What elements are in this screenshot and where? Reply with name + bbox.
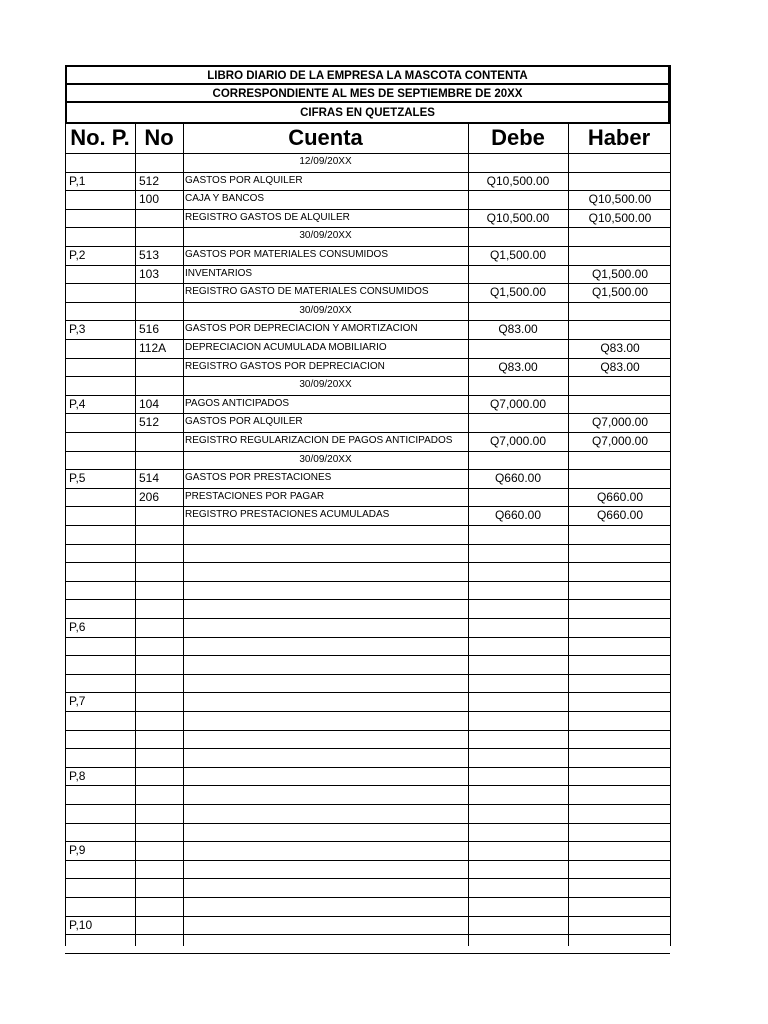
debit-amount: Q83.00 — [498, 359, 538, 374]
grid-row-line — [65, 860, 670, 861]
debit-amount: Q1,500.00 — [489, 285, 547, 300]
partida-number: P,8 — [69, 768, 86, 783]
account-number: 513 — [139, 248, 160, 262]
partida-number: P,9 — [69, 843, 86, 858]
account-name: REGISTRO PRESTACIONES ACUMULADAS — [185, 509, 390, 521]
partida-number: P,7 — [69, 694, 86, 709]
debit-amount: Q83.00 — [498, 322, 538, 337]
credit-amount: Q83.00 — [600, 359, 640, 374]
account-name: INVENTARIOS — [185, 267, 253, 279]
account-number: 100 — [139, 192, 160, 207]
grid-row-line — [65, 748, 670, 749]
grid-row-line — [65, 674, 670, 675]
partida-number: P,3 — [69, 322, 86, 337]
grid-column-line — [183, 122, 184, 946]
column-header-haber: Haber — [587, 125, 651, 150]
credit-amount — [570, 246, 670, 264]
grid-row-line — [65, 544, 670, 545]
grid-row-line — [65, 804, 670, 805]
account-number: 103 — [139, 266, 160, 281]
grid-row-line — [65, 711, 670, 712]
grid-row-line — [65, 767, 670, 768]
grid-row-line — [65, 637, 670, 638]
partida-number: P,10 — [69, 917, 93, 932]
account-number: 514 — [139, 471, 160, 486]
account-name: DEPRECIACION ACUMULADA MOBILIARIO — [185, 342, 387, 353]
account-name: GASTOS POR ALQUILER — [185, 416, 303, 428]
debit-amount: Q7,000.00 — [489, 434, 547, 448]
debit-amount: Q7,000.00 — [489, 396, 547, 411]
credit-amount: Q83.00 — [600, 341, 640, 355]
debit-amount — [468, 265, 568, 283]
entry-date: 30/09/20XX — [299, 453, 352, 465]
header-border-line — [65, 65, 66, 122]
debit-amount: Q660.00 — [494, 471, 542, 486]
grid-row-line — [65, 934, 670, 935]
journal-subtitle: CORRESPONDIENTE AL MES DE SEPTIEMBRE DE 20XX — [65, 83, 670, 102]
account-number — [137, 506, 183, 524]
account-name: GASTOS POR PRESTACIONES — [185, 472, 332, 484]
entry-date: 12/09/20XX — [299, 156, 352, 167]
grid-row-line — [65, 599, 670, 600]
account-name: PRESTACIONES POR PAGAR — [185, 490, 325, 502]
partida-number: P,2 — [69, 248, 86, 262]
credit-amount: Q10,500.00 — [588, 192, 652, 207]
credit-amount — [570, 172, 670, 190]
account-name: GASTOS POR MATERIALES CONSUMIDOS — [185, 249, 388, 260]
account-number: 112A — [139, 341, 167, 355]
account-name: REGISTRO REGULARIZACION DE PAGOS ANTICIPADOS — [185, 435, 453, 446]
credit-amount: Q7,000.00 — [591, 415, 649, 430]
journal-title: LIBRO DIARIO DE LA EMPRESA LA MASCOTA CONTENTA — [65, 65, 670, 84]
credit-amount: Q1,500.00 — [591, 285, 649, 300]
credit-amount — [570, 469, 670, 487]
grid-column-line — [568, 122, 569, 946]
grid-row-line — [65, 841, 670, 842]
grid-row-line — [65, 878, 670, 879]
account-number — [137, 283, 183, 301]
debit-amount — [468, 413, 568, 431]
account-name: GASTOS POR ALQUILER — [185, 174, 303, 186]
debit-amount — [468, 488, 568, 506]
account-number — [137, 209, 183, 227]
column-header-cuenta: Cuenta — [288, 125, 363, 150]
account-number — [137, 358, 183, 376]
partida-number: P,4 — [69, 396, 86, 411]
grid-row-line — [65, 692, 670, 693]
credit-amount: Q660.00 — [596, 508, 644, 523]
account-number: 512 — [139, 173, 160, 188]
grid-row-line — [65, 525, 670, 526]
account-name: GASTOS POR DEPRECIACION Y AMORTIZACION — [185, 323, 418, 335]
column-header-no-p: No. P. — [70, 125, 130, 150]
debit-amount: Q1,500.00 — [489, 248, 547, 262]
grid-row-line — [65, 730, 670, 731]
account-number: 512 — [139, 415, 160, 430]
debit-amount — [468, 190, 568, 208]
header-border-line — [670, 65, 671, 122]
column-header-debe: Debe — [491, 125, 545, 150]
credit-amount: Q660.00 — [596, 489, 644, 504]
grid-row-line — [65, 581, 670, 582]
grid-row-line — [65, 785, 670, 786]
grid-row-line — [65, 562, 670, 563]
grid-row-line — [65, 655, 670, 656]
entry-date: 30/09/20XX — [299, 379, 352, 391]
account-number: 206 — [139, 489, 160, 504]
partida-number: P,1 — [69, 173, 86, 188]
debit-amount: Q10,500.00 — [486, 210, 550, 225]
grid-row-line — [65, 823, 670, 824]
grid-column-line — [670, 122, 671, 946]
account-name: REGISTRO GASTOS DE ALQUILER — [185, 211, 350, 223]
account-name: CAJA Y BANCOS — [185, 193, 265, 205]
partida-number: P,5 — [69, 471, 86, 486]
debit-amount — [468, 339, 568, 357]
credit-amount: Q10,500.00 — [588, 210, 652, 225]
column-header-no: No — [144, 125, 174, 150]
grid-row-line — [65, 897, 670, 898]
grid-row-line — [65, 618, 670, 619]
account-number: 104 — [139, 396, 160, 411]
account-name: REGISTRO GASTOS POR DEPRECIACION — [185, 360, 385, 372]
grid-row-line — [65, 916, 670, 917]
account-number — [137, 432, 183, 450]
grid-row-line — [65, 122, 670, 124]
credit-amount — [570, 320, 670, 338]
grid-row-line — [65, 953, 670, 954]
currency-note: CIFRAS EN QUETZALES — [65, 101, 670, 122]
credit-amount: Q1,500.00 — [591, 266, 649, 281]
credit-amount — [570, 395, 670, 413]
account-name: PAGOS ANTICIPADOS — [185, 397, 290, 409]
partida-number: P,6 — [69, 620, 86, 634]
entry-date: 30/09/20XX — [299, 230, 352, 242]
account-name: REGISTRO GASTO DE MATERIALES CONSUMIDOS — [185, 286, 429, 298]
credit-amount: Q7,000.00 — [591, 434, 649, 448]
account-number: 516 — [139, 322, 160, 337]
grid-column-line — [65, 122, 66, 946]
debit-amount: Q660.00 — [494, 508, 542, 523]
debit-amount: Q10,500.00 — [486, 173, 550, 188]
entry-date: 30/09/20XX — [299, 304, 352, 316]
